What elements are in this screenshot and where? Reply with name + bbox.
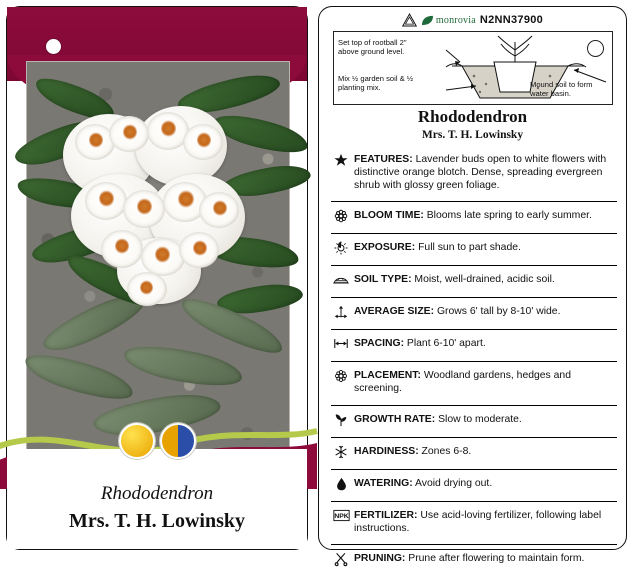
fact-label-hardiness: HARDINESS: xyxy=(354,445,419,457)
diagram-right-note: Mound soil to form water basin. xyxy=(530,80,593,99)
fact-pruning xyxy=(331,552,617,567)
orange-blotch xyxy=(161,120,176,137)
care-facts-list xyxy=(331,153,617,576)
monrovia-logo xyxy=(421,15,476,26)
fact-value-average-size: Grows 6' tall by 8-10' wide. xyxy=(434,306,561,318)
fact-label-placement: PLACEMENT: xyxy=(354,370,421,382)
diagram-top-note: Set top of rootball 2" above ground level. xyxy=(338,38,407,57)
flower-icon xyxy=(331,209,351,224)
fact-label-spacing: SPACING: xyxy=(354,338,405,350)
fact-value-growth-rate: Slow to moderate. xyxy=(435,413,522,425)
fact-exposure xyxy=(331,241,617,256)
orange-blotch xyxy=(197,132,211,148)
sku-row xyxy=(319,13,626,27)
fact-average-size xyxy=(331,305,617,320)
color-dots xyxy=(7,423,307,459)
orange-blotch xyxy=(123,124,137,140)
fact-label-pruning: PRUNING: xyxy=(354,552,406,564)
orange-blotch xyxy=(115,238,129,254)
fact-label-average-size: AVERAGE SIZE: xyxy=(354,306,435,318)
orange-blotch xyxy=(213,200,227,216)
divider xyxy=(331,233,617,234)
pruning-shears-icon xyxy=(331,552,351,567)
svg-text:NPK: NPK xyxy=(333,512,349,520)
fact-spacing xyxy=(331,337,617,352)
fact-hardiness xyxy=(331,445,617,460)
placement-icon xyxy=(331,369,351,384)
fact-value-spacing: Plant 6-10' apart. xyxy=(404,338,486,350)
divider xyxy=(331,501,617,502)
fact-value-watering: Avoid drying out. xyxy=(412,477,493,489)
fact-value-pruning: Prune after flowering to maintain form. xyxy=(405,552,585,564)
snowflake-icon xyxy=(331,445,351,460)
fact-label-features: FEATURES: xyxy=(354,154,413,165)
plant-genus-left: Rhododendron xyxy=(100,483,214,504)
diagram-left-note: Mix ½ garden soil & ½ planting mix. xyxy=(338,74,414,93)
photo-tag xyxy=(6,6,308,550)
fact-label-soil-type: SOIL TYPE: xyxy=(354,274,412,286)
orange-blotch xyxy=(89,132,103,148)
npk-icon xyxy=(331,509,351,524)
divider xyxy=(331,405,617,406)
divider xyxy=(331,329,617,330)
fact-label-bloom-time: BLOOM TIME: xyxy=(354,210,424,222)
hang-hole xyxy=(45,38,62,55)
divider xyxy=(331,265,617,266)
fact-label-growth-rate: GROWTH RATE: xyxy=(354,413,436,425)
plant-genus-right: Rhododendron xyxy=(417,107,528,126)
info-tag xyxy=(318,6,627,564)
fact-watering xyxy=(331,477,617,492)
growth-rate-icon xyxy=(331,413,351,428)
color-dot-yellow xyxy=(119,423,155,459)
plant-name-block xyxy=(7,483,307,533)
divider xyxy=(331,437,617,438)
fact-value-hardiness: Zones 6-8. xyxy=(418,445,472,457)
fact-label-fertilizer: FERTILIZER: xyxy=(354,509,418,521)
divider xyxy=(331,297,617,298)
fact-value-exposure: Full sun to part shade. xyxy=(415,242,521,254)
spacing-icon xyxy=(331,337,351,352)
divider xyxy=(331,201,617,202)
fact-bloom-time xyxy=(331,209,617,224)
fact-value-placement: Woodland gardens, hedges and screening. xyxy=(354,370,571,395)
fact-growth-rate xyxy=(331,413,617,428)
sun-part-shade-icon xyxy=(331,241,351,256)
fact-label-watering: WATERING: xyxy=(354,477,413,489)
divider xyxy=(331,469,617,470)
orange-blotch xyxy=(193,240,207,256)
plant-photo xyxy=(26,61,290,467)
orange-blotch xyxy=(99,190,114,207)
water-drop-icon xyxy=(331,477,351,492)
diagram-hang-hole xyxy=(587,40,604,57)
fact-features xyxy=(331,153,617,192)
orange-blotch xyxy=(140,280,153,295)
plant-cultivar-right: Mrs. T. H. Lowinsky xyxy=(421,129,524,141)
star-icon xyxy=(331,153,351,168)
fact-value-features: Lavender buds open to white flowers with distinctive orange blotch. Dense, spreading evergreen shrub with glossy green foliage. xyxy=(354,154,607,192)
sku-code: N2NN37900 xyxy=(479,14,544,26)
color-dot-yellow-blue-split xyxy=(160,423,196,459)
divider xyxy=(331,544,617,545)
orange-blotch xyxy=(155,246,170,263)
divider xyxy=(331,361,617,362)
monrovia-wordmark: monrovia xyxy=(435,14,476,26)
soil-layers-icon xyxy=(331,273,351,288)
fact-value-bloom-time: Blooms late spring to early summer. xyxy=(423,210,592,222)
size-arrows-icon xyxy=(331,305,351,320)
fact-fertilizer xyxy=(331,509,617,535)
plant-title xyxy=(319,107,626,141)
monrovia-leaf-icon xyxy=(421,15,434,26)
plant-cultivar-left: Mrs. T. H. Lowinsky xyxy=(69,510,245,532)
fact-value-soil-type: Moist, well-drained, acidic soil. xyxy=(411,274,555,286)
orange-blotch xyxy=(137,198,152,215)
fact-placement xyxy=(331,369,617,395)
fact-value-fertilizer: Use acid-loving fertilizer, following label instructions. xyxy=(354,509,602,534)
orange-blotch xyxy=(178,190,194,208)
fact-label-exposure: EXPOSURE: xyxy=(354,242,416,254)
recycle-triangle-icon xyxy=(402,13,417,27)
fact-soil-type xyxy=(331,273,617,288)
planting-diagram xyxy=(333,31,613,105)
